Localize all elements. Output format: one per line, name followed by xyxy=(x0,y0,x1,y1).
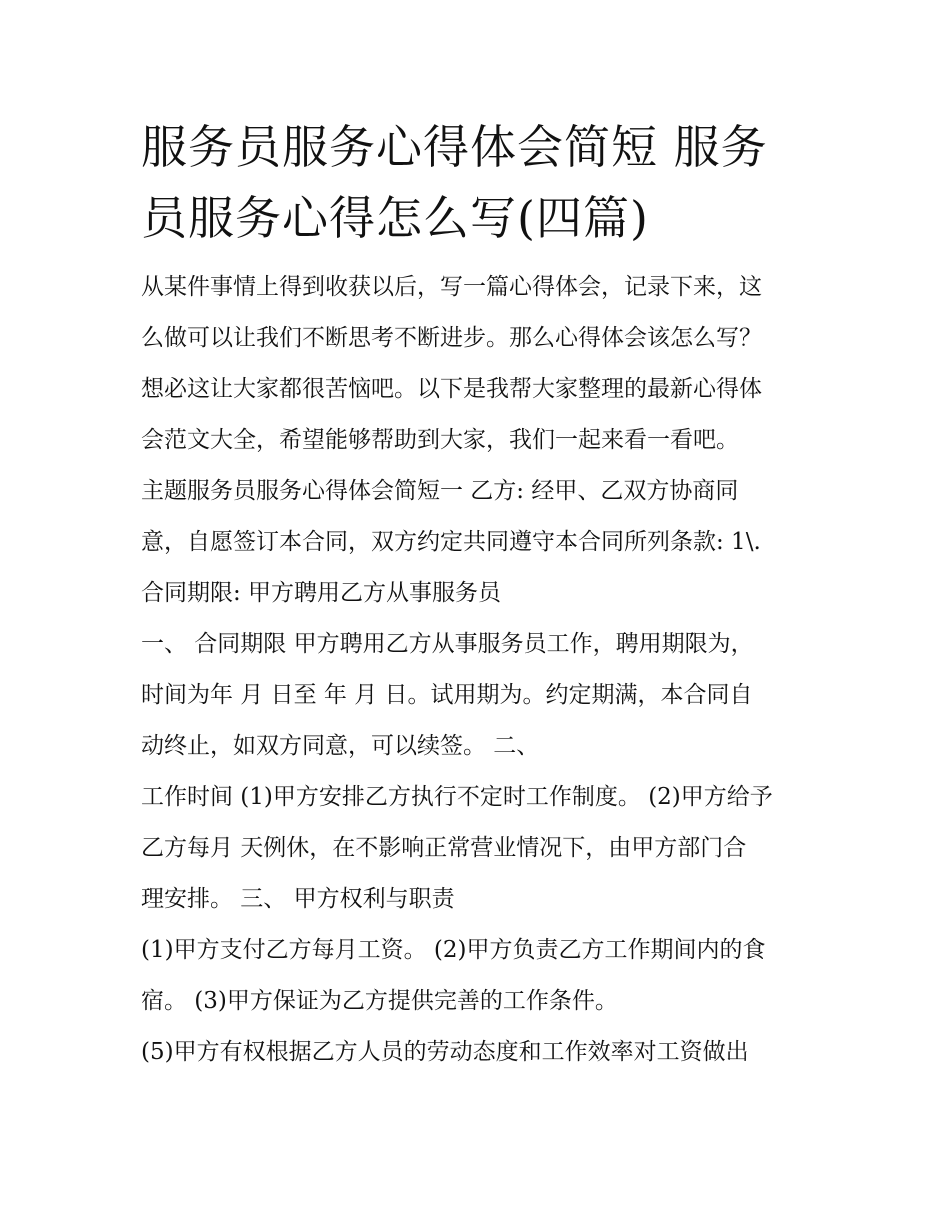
text-line: 意，自愿签订本合同，双方约定共同遵守本合同所列条款: 1\. xyxy=(141,529,761,555)
title-line-1: 服务员服务心得体会简短 服务 xyxy=(141,120,768,174)
document-title xyxy=(141,112,821,254)
text-line: (1)甲方支付乙方每月工资。 (2)甲方负责乙方工作期间内的食 xyxy=(141,937,766,963)
text-line: 乙方每月 天例休，在不影响正常营业情况下，由甲方部门合 xyxy=(141,835,747,861)
title-line-2: 员服务心得怎么写(四篇) xyxy=(141,191,649,245)
text-line: 一、 合同期限 甲方聘用乙方从事服务员工作，聘用期限为， xyxy=(141,631,754,657)
paragraph-work-time xyxy=(141,772,821,925)
text-line: 工作时间 (1)甲方安排乙方执行不定时工作制度。 (2)甲方给予 xyxy=(141,784,773,810)
text-line: 想必这让大家都很苦恼吧。以下是我帮大家整理的最新心得体 xyxy=(141,376,762,402)
paragraph-intro xyxy=(141,262,821,466)
paragraph-contract-term xyxy=(141,619,821,772)
paragraph-topic xyxy=(141,466,821,619)
text-line: 理安排。 三、 甲方权利与职责 xyxy=(141,886,455,912)
text-line: 合同期限: 甲方聘用乙方从事服务员 xyxy=(141,580,502,606)
document-page xyxy=(141,112,821,1078)
text-line: 动终止，如双方同意，可以续签。 二、 xyxy=(141,733,540,759)
text-line: (5)甲方有权根据乙方人员的劳动态度和工作效率对工资做出 xyxy=(141,1039,749,1065)
text-line: 会范文大全，希望能够帮助到大家，我们一起来看一看吧。 xyxy=(141,427,739,453)
text-line: 从某件事情上得到收获以后，写一篇心得体会，记录下来，这 xyxy=(141,274,762,300)
text-line: 宿。 (3)甲方保证为乙方提供完善的工作条件。 xyxy=(141,988,618,1014)
paragraph-party-a-duties xyxy=(141,925,821,1027)
document-body xyxy=(141,262,821,1078)
paragraph-party-a-rights xyxy=(141,1027,821,1078)
text-line: 么做可以让我们不断思考不断进步。那么心得体会该怎么写？ xyxy=(141,325,762,351)
text-line: 时间为年 月 日至 年 月 日。试用期为。约定期满，本合同自 xyxy=(141,682,753,708)
text-line: 主题服务员服务心得体会简短一 乙方: 经甲、乙双方协商同 xyxy=(141,478,739,504)
